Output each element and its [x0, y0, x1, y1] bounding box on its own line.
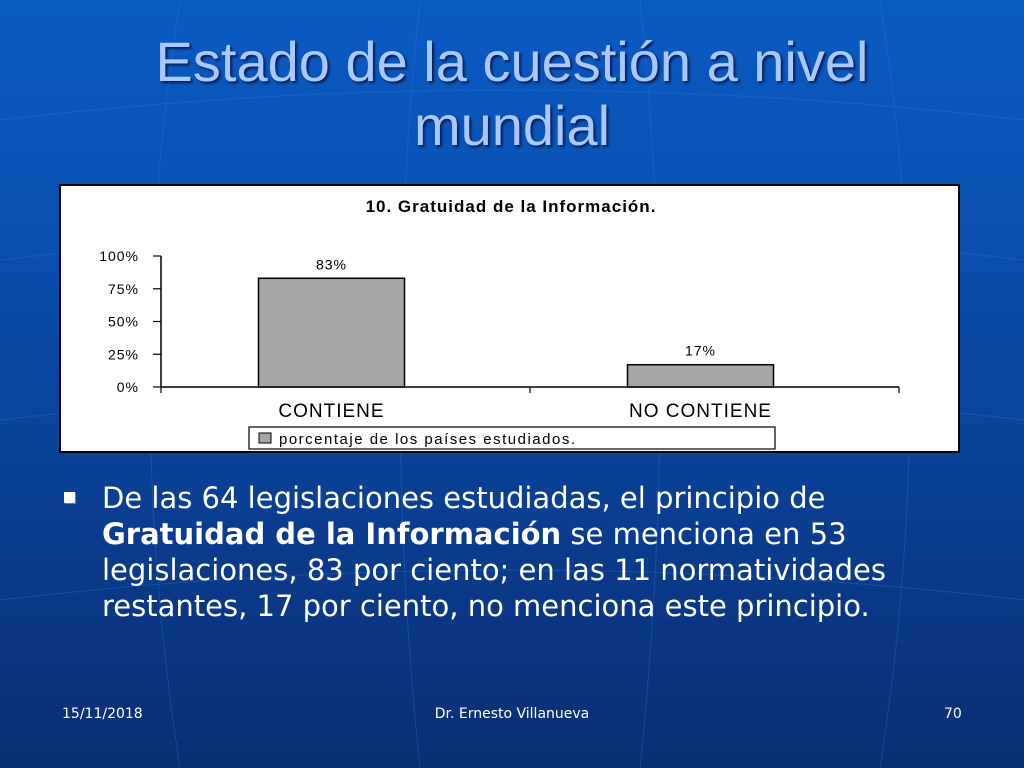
x-category-label: CONTIENE: [278, 401, 385, 422]
bullet-text-part2: se menciona en 53 legislaciones, 83 por ciento; en las 11 normatividades restantes, 17 por ciento, no menciona este principio.: [102, 517, 887, 623]
x-category-label: NO CONTIENE: [629, 401, 772, 422]
page-title: [60, 30, 964, 158]
bar-1: [259, 278, 405, 387]
y-tick-label: 0%: [116, 379, 139, 395]
bullet-text-part1: De las 64 legislaciones estudiadas, el principio de: [102, 481, 826, 515]
data-label: 83%: [315, 256, 348, 273]
data-label: 17%: [684, 342, 717, 359]
y-tick-label: 75%: [107, 280, 139, 297]
y-tick-label: 100%: [99, 248, 139, 264]
footer-author: Dr. Ernesto Villanueva: [434, 706, 590, 722]
title-line-2: mundial: [413, 94, 611, 157]
footer-page-number: 70: [944, 706, 962, 722]
footer-date: 15/11/2018: [62, 706, 143, 722]
bar-chart: [59, 184, 960, 453]
bullet-text: [102, 480, 962, 624]
legend-swatch: [259, 433, 271, 443]
chart-canvas: [61, 186, 958, 451]
y-tick-label: 50%: [107, 313, 139, 330]
y-tick-label: 25%: [107, 346, 139, 363]
chart-title: 10. Gratuidad de la Información.: [365, 197, 657, 216]
bullet-marker-icon: [64, 492, 75, 503]
bar-2: [628, 365, 774, 387]
legend-label: porcentaje de los países estudiados.: [279, 431, 577, 448]
bullet-text-bold: Gratuidad de la Información: [102, 517, 562, 551]
title-line-1: Estado de la cuestión a nivel: [155, 30, 869, 93]
